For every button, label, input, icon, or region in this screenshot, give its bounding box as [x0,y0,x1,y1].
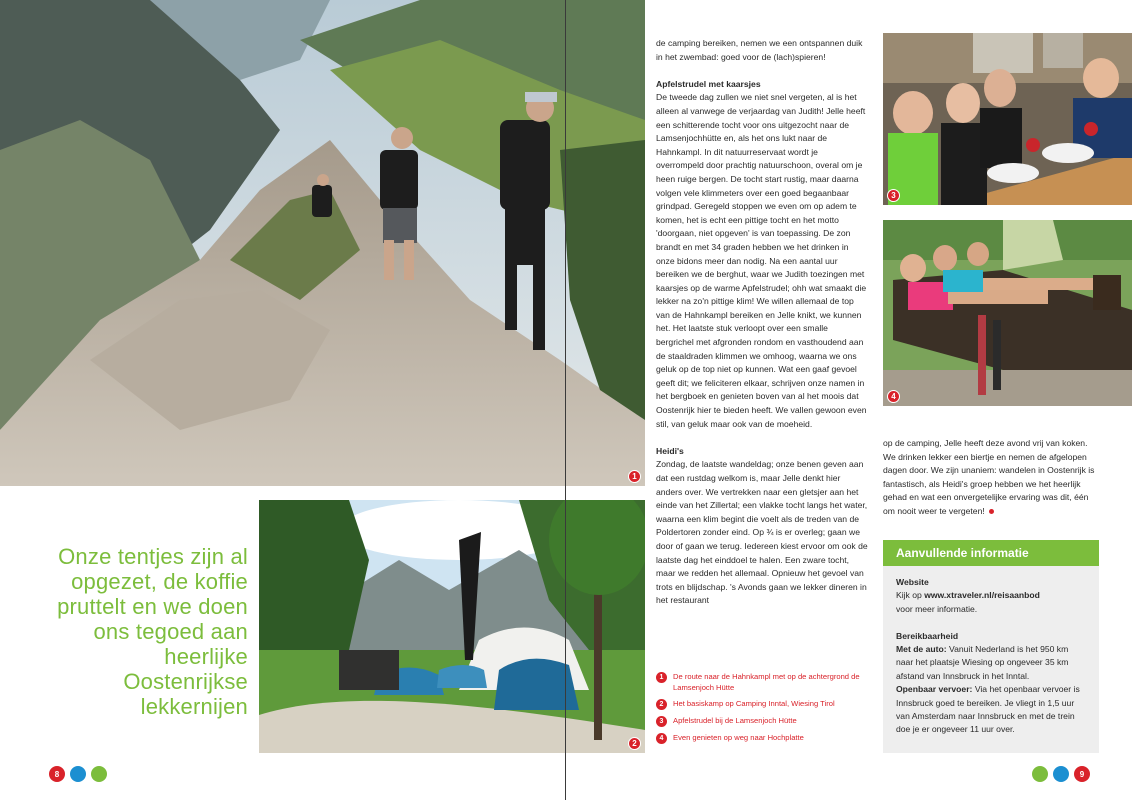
info-label-website: Website [896,577,929,587]
end-mark [989,509,994,514]
section-heading: Apfelstrudel met kaarsjes [656,78,761,89]
article-paragraph: op de camping, Jelle heeft deze avond vrij van koken. We drinken lekker een biertje en nemen de afgelopen dagen door. We zijn unaniem: wandelen in Oostenrijk is fantastisch, als Heidi's groep hebben we het heerlijk gehad en wat een onvergetelijke ervaring was dit, één om nooit weer te vergeten! [883,438,1095,516]
info-label-ov: Openbaar vervoer: [896,684,973,695]
page-number: 9 [1074,766,1090,782]
article-paragraph: De tweede dag zullen we niet snel vergeten, al is het alleen al vanwege de verjaardag van Judith! Jelle heeft een schitterende tocht voor ons uitgezocht naar de Lamsenjochhütte en, als het ons lukt naar de Hahnkampl. In dit natuurreservaat wordt je overrompeld door prachtig natuurschoon, overal om je heen ruige bergen. De tocht start rustig, maar daarna volgen vele klimmeters over een goed begaanbaar grindpad. Geregeld stoppen we even om op adem te komen, het is echt een pittige tocht en het motto 'doorgaan, niet opgeven' is van toepassing. De zon brandt en met 34 graden hebben we het drinken in onze bidons meer dan nodig. Na een aantal uur bereiken we de berghut, waar we Judith toezingen met kaarsjes op de warme Apfelstrudel; ohh wat smaakt die lekker na zo'n pittige klim! We willen allemaal de top van de Hahnkampl bereiken en Jelle knikt, we kunnen het. Het laatste stuk verloopt over een smalle bergrichel met afgronden rondom en vasthoudend aan de staaldraden klimmen we omhoog, waarna we ons geluk op de top niet op kunnen. Wat een gaaf gevoel geeft dit; we feliciteren elkaar, schrijven onze namen in het bergboek en genieten boven van al het moois dat Oostenrijk hier te bieden heeft. We vallen gewoon even stil, van geluk maar ook van de moeheid. [656,92,867,429]
caption-text: Het basiskamp op Camping Inntal, Wiesing Tirol [673,699,835,709]
article-column-2 [883,437,1099,519]
article-intro: de camping bereiken, nemen we een ontspannen duik in het zwembad: goed voor de (lach)spieren! [656,38,863,62]
website-link[interactable]: www.xtraveler.nl/reisaanbod [924,590,1040,601]
decorative-dot [1032,766,1048,782]
article-paragraph: Zondag, de laatste wandeldag; onze benen geven aan dat een rustdag welkom is, maar Jelle denkt hier anders over. We vertrekken naar een gletsjer aan het einde van het Zillertal; een vlakke tocht langs het water, waarna een klim begint die voelt als de treden van de Poldertoren zonder eind. Op ¾ is er overleg; gaan we door of gaan we terug. Iedereen kiest ervoor om ook de laatste dag het einddoel te halen. Een zware tocht, maar we redden het allemaal. Opnieuw het gevoel van trots en blijdschap. 's Avonds gaan we lekker dineren in het restaurant [656,459,868,606]
caption-number: 1 [656,672,667,683]
photo-number-badge: 1 [628,470,641,483]
info-text: Vanuit Nederland is het 950 km naar het plaatsje Wiesing op ongeveer 35 km afstand van Innsbruck in het Inntal. [896,644,1069,681]
photo-campsite [259,500,645,753]
page-number-left [49,766,107,782]
photo-group-table [883,33,1132,205]
info-label-reach: Bereikbaarheid [896,630,959,641]
photo-relaxing-bench [883,220,1132,406]
caption-text: Even genieten op weg naar Hochplatte [673,733,804,743]
caption-item [656,699,866,710]
article-column-1 [656,37,868,608]
caption-number: 4 [656,733,667,744]
page-number-right [1032,766,1090,782]
decorative-dot [91,766,107,782]
info-text: Via het openbaar vervoer is Innsbruck goed te bereiken. Je vliegt in 1,5 uur van Amsterdam naar Innsbruck en met de trein doe je er ongeveer 11 uur over. [896,684,1080,735]
caption-text: Apfelstrudel bij de Lamsenjoch Hütte [673,716,797,726]
photo-captions [656,672,866,750]
caption-number: 3 [656,716,667,727]
info-box [883,540,1099,753]
caption-text: De route naar de Hahnkampl met op de achtergrond de Lamsenjoch Hütte [673,672,860,692]
info-box-body [883,566,1099,737]
info-label-car: Met de auto: [896,644,947,655]
page-number: 8 [49,766,65,782]
info-text: voor meer informatie. [896,603,978,614]
info-text: Kijk op [896,590,925,601]
decorative-dot [70,766,86,782]
caption-number: 2 [656,699,667,710]
photo-number-badge: 3 [887,189,900,202]
photo-mountain-hikers [0,0,645,486]
photo-number-badge: 4 [887,390,900,403]
page-gutter [565,0,566,800]
pull-quote: Onze tentjes zijn al opgezet, de koffie pruttelt en we doen ons tegoed aan heerlijke Oostenrijkse lekkernijen [57,544,248,719]
caption-item [656,733,866,744]
decorative-dot [1053,766,1069,782]
caption-item [656,672,866,693]
info-box-title: Aanvullende informatie [883,540,1099,566]
section-heading: Heidi's [656,445,684,456]
caption-item [656,716,866,727]
photo-number-badge: 2 [628,737,641,750]
